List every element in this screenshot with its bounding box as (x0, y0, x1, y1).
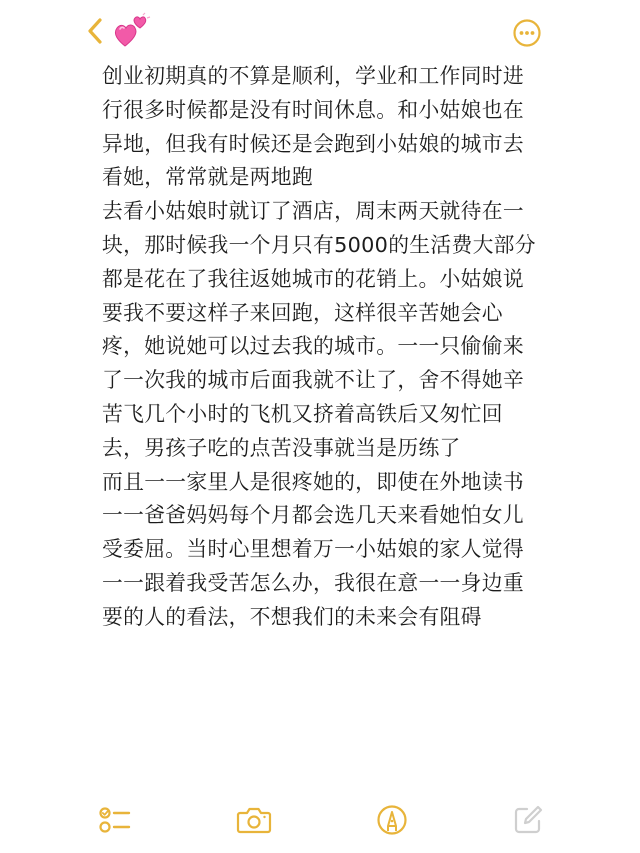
bottom-toolbar (0, 792, 640, 846)
camera-icon (236, 805, 272, 835)
back-button[interactable] (80, 14, 110, 48)
chevron-left-icon (86, 17, 104, 45)
compose-icon (512, 804, 544, 836)
compose-button[interactable] (508, 800, 548, 840)
note-paragraph-3: 而且一一家里人是很疼她的，即使在外地读书一一爸爸妈妈每个月都会选几天来看她怕女儿受委屈。当时心里想着万一小姑娘的家人觉得一一跟着我受苦怎么办，我很在意一一身边重要的人的看法，不想我们的未来会有阻碍 (102, 469, 524, 629)
note-paragraph-2: 去看小姑娘时就订了酒店，周末两天就待在一块，那时候我一个月只有5000的生活费大部分都是花在了我往返她城市的花销上。小姑娘说要我不要这样子来回跑，这样很辛苦她会心疼，她说她可以过去我的城市。一一只偷偷来了一次我的城市后面我就不让了，舍不得她辛苦飞几个小时的飞机又挤着高铁后又匆忙回去，男孩子吃的点苦没事就当是历练了 (102, 199, 536, 460)
checklist-button[interactable] (95, 800, 135, 840)
checklist-icon (98, 804, 132, 836)
note-text-body[interactable] (102, 60, 542, 635)
top-navigation-bar (0, 0, 640, 64)
more-options-button[interactable] (512, 18, 542, 48)
markup-button[interactable] (372, 800, 412, 840)
note-paragraph-1: 创业初期真的不算是顺利，学业和工作同时进行很多时候都是没有时间休息。和小姑娘也在异地，但我有时候还是会跑到小姑娘的城市去看她，常常就是两地跑 (102, 64, 524, 190)
two-hearts-emoji (112, 12, 152, 52)
markup-pen-icon (376, 804, 408, 836)
ellipsis-circle-icon (512, 18, 542, 48)
camera-button[interactable] (234, 800, 274, 840)
